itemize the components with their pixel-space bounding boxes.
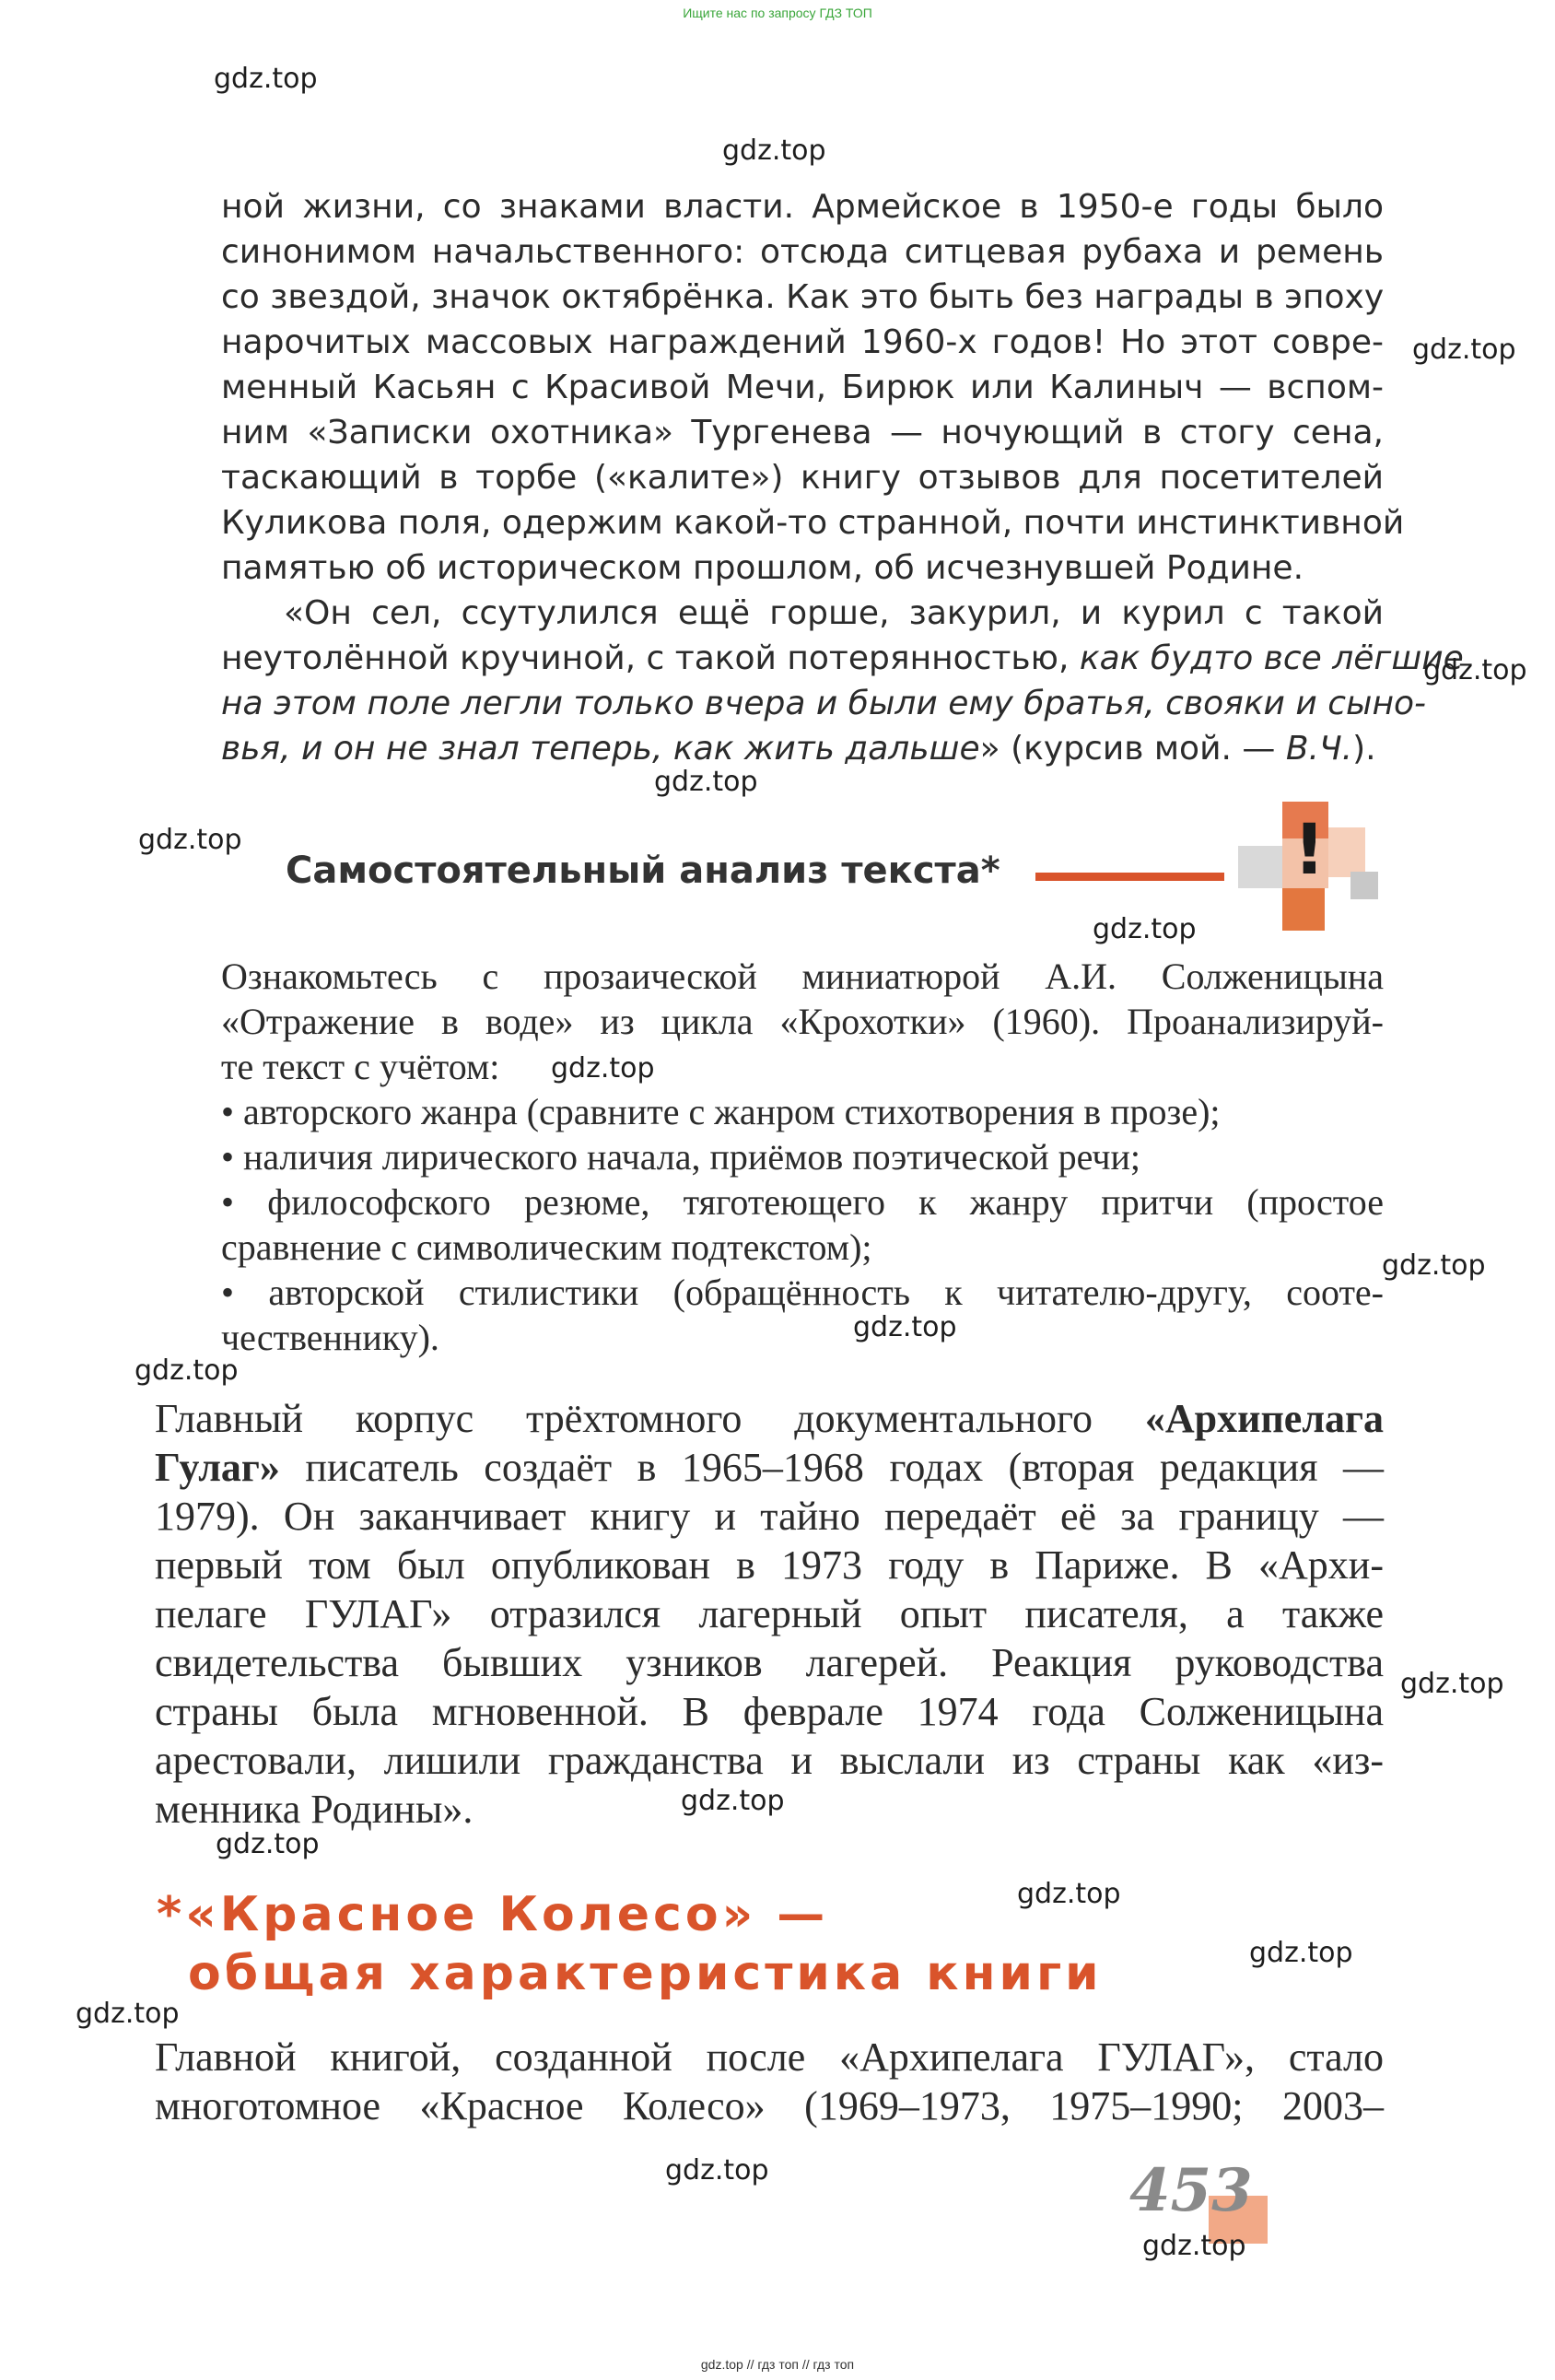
- text-line: нарочитых массовых награждений 1960-х годов! Но этот совре-: [221, 323, 1384, 361]
- top-note: Ищите нас по запросу ГДЗ ТОП: [683, 6, 872, 20]
- text-line: многотомное «Красное Колесо» (1969–1973, 1975–1990; 2003–: [155, 2083, 1384, 2128]
- quote-line: [221, 681, 1427, 726]
- task-line: те текст с учётом:: [221, 1046, 500, 1087]
- text-line: [155, 1394, 1384, 1443]
- watermark: gdz.top: [654, 766, 758, 798]
- watermark: gdz.top: [1249, 1937, 1353, 1969]
- bottom-note: gdz.top // гдз топ // гдз топ: [700, 2357, 855, 2372]
- quote-text: » (курсив мой. —: [979, 730, 1286, 768]
- text-line: ной жизни, со знаками власти. Армейское в 1950-е годы было: [221, 188, 1384, 226]
- watermark: gdz.top: [76, 1998, 180, 2030]
- watermark: gdz.top: [722, 135, 826, 167]
- watermark: gdz.top: [134, 1354, 239, 1387]
- quote-author: В.Ч.: [1285, 730, 1353, 768]
- watermark: gdz.top: [853, 1311, 957, 1343]
- text-line: страны была мгновенной. В феврале 1974 года Солженицына: [155, 1689, 1384, 1734]
- watermark: gdz.top: [551, 1052, 655, 1084]
- text-line: со звездой, значок октябрёнка. Как это быть без награды в эпоху: [221, 278, 1385, 316]
- quote-line: [221, 726, 1384, 771]
- text-line: менный Касьян с Красивой Мечи, Бирюк или Калиныч — вспом-: [221, 369, 1384, 406]
- watermark: gdz.top: [665, 2154, 769, 2187]
- section-heading: Самостоятельный анализ текста*: [286, 850, 1000, 892]
- task-line: «Отражение в воде» из цикла «Крохотки» (1960). Проанализируй-: [221, 1001, 1384, 1042]
- watermark: gdz.top: [681, 1785, 785, 1817]
- text-span: Главный корпус трёхтомного документального: [155, 1396, 1145, 1441]
- text-line: пелаге ГУЛАГ» отразился лагерный опыт писателя, а также: [155, 1591, 1384, 1636]
- watermark: gdz.top: [216, 1828, 320, 1860]
- quote-text: неутолённой кручиной, с такой потерянностью,: [221, 639, 1080, 677]
- quote-line: «Он сел, ссутулился ещё горше, закурил, и курил с такой: [284, 594, 1384, 632]
- text-span: писатель создаёт в 1965–1968 годах (вторая редакция —: [279, 1445, 1384, 1490]
- watermark: gdz.top: [1142, 2230, 1246, 2262]
- watermark: gdz.top: [1093, 913, 1197, 945]
- text-line: менника Родины».: [155, 1787, 474, 1832]
- quote-line: [221, 636, 1464, 681]
- book-title: Гулаг»: [155, 1445, 280, 1490]
- text-line: 1979). Он заканчивает книгу и тайно передаёт её за границу —: [155, 1494, 1384, 1539]
- task-bullet: • наличия лирического начала, приёмов поэтической речи;: [221, 1136, 1141, 1178]
- task-line: Ознакомьтесь с прозаической миниатюрой А.И. Солженицына: [221, 956, 1384, 997]
- text-line: таскающий в торбе («калите») книгу отзывов для посетителей: [221, 459, 1384, 497]
- text-line: Куликова поля, одержим какой-то странной, почти инстинктивной: [221, 504, 1405, 542]
- quote-italic: вья, и он не знал теперь, как жить дальше: [221, 730, 980, 768]
- text-line: Главной книгой, созданной после «Архипелага ГУЛАГ», стало: [155, 2034, 1384, 2080]
- task-bullet: • авторской стилистики (обращённость к читателю-другу, сооте-: [221, 1272, 1384, 1313]
- text-line: свидетельства бывших узников лагерей. Реакция руководства: [155, 1640, 1384, 1685]
- text-line: ним «Записки охотника» Тургенева — ночующий в стогу сена,: [221, 414, 1384, 451]
- text-line: синонимом начальственного: отсюда ситцевая рубаха и ремень: [221, 233, 1384, 271]
- red-heading-line-1: *«Красное Колесо» —: [157, 1887, 829, 1942]
- watermark: gdz.top: [1400, 1668, 1504, 1700]
- quote-text: ).: [1352, 730, 1376, 768]
- book-title: «Архипелага: [1144, 1396, 1384, 1441]
- watermark: gdz.top: [214, 63, 318, 95]
- task-bullet: • философского резюме, тяготеющего к жанру притчи (простое: [221, 1181, 1384, 1223]
- text-line: арестовали, лишили гражданства и выслали из страны как «из-: [155, 1738, 1384, 1783]
- quote-italic: как будто все лёгшие: [1079, 639, 1464, 677]
- red-heading-line-2: общая характеристика книги: [188, 1946, 1103, 2001]
- text-line: памятью об историческом прошлом, об исчезнувшей Родине.: [221, 549, 1304, 587]
- watermark: gdz.top: [1412, 334, 1516, 366]
- task-line: чественнику).: [221, 1317, 439, 1358]
- task-line: сравнение с символическим подтекстом);: [221, 1226, 872, 1268]
- page-number: 453: [1129, 2156, 1253, 2225]
- task-bullet: • авторского жанра (сравните с жанром стихотворения в прозе);: [221, 1091, 1221, 1132]
- text-line: [155, 1443, 1384, 1492]
- watermark: gdz.top: [138, 824, 242, 856]
- text-line: первый том был опубликован в 1973 году в Париже. В «Архи-: [155, 1542, 1384, 1588]
- watermark: gdz.top: [1017, 1878, 1121, 1910]
- heading-rule: [1035, 873, 1224, 881]
- watermark: gdz.top: [1423, 654, 1527, 686]
- quote-italic: на этом поле легли только вчера и были ему братья, свояки и сыно-: [221, 685, 1427, 722]
- exclamation-icon: !: [1238, 802, 1385, 935]
- watermark: gdz.top: [1382, 1249, 1486, 1282]
